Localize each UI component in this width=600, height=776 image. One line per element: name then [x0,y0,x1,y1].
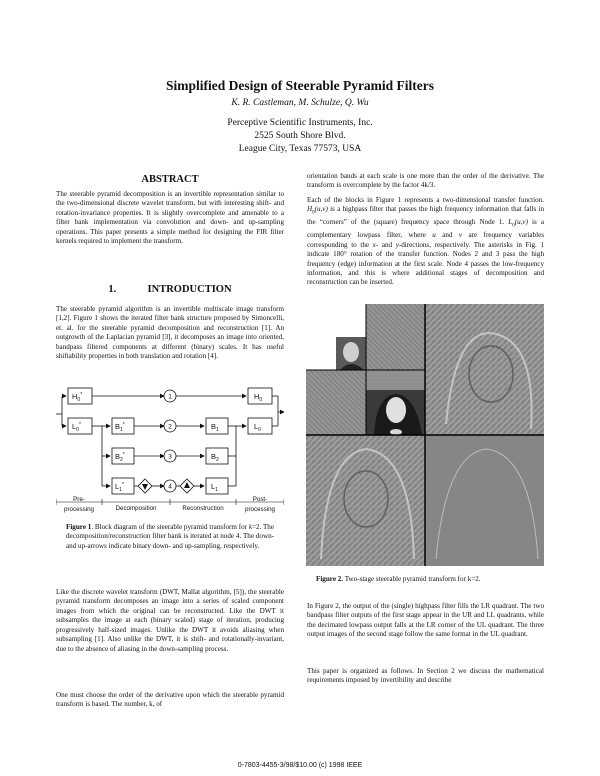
l0-star-label: $L_0^*$ [72,422,81,433]
intro-title: INTRODUCTION [147,284,232,295]
l1-star-label: $L_1^*$ [115,482,124,493]
node-4-label: 4 [168,483,172,491]
right-paragraph-2: Each of the blocks in Figure 1 represents a two-dimensional transfer function. $H_0(u,v)$ is a highpass filter that passes the high frequency information that falls in the “corners” of the (square) frequency space through Node 1. $L_0(u,v)$ is a complementary lowpass filter, where u and v are frequency variables corresponding to the x- and y-directions, respectively. The asterisks in Fig. 1 indicate 180° rotation of the transfer function. Nodes 2 and 3 pass the high frequency (edge) information at the first scale. Node 4 passes the low-frequency information, and this is where additional stages of decomposition and reconstruction can be inserted. [307,196,544,287]
b1-label: $B_1$ [211,422,219,433]
authors: K. R. Castleman, M. Schulze, Q. Wu [231,98,369,108]
figure-2-caption: Figure 2. Two-stage steerable pyramid transform for k=2. [316,575,481,583]
post-label-1: Post- [252,496,268,503]
reconstruction-label: Reconstruction [182,505,224,512]
lowpass-image-neck [390,429,402,435]
decomposition-label: Decomposition [115,505,157,512]
footer-copyright: 0-7803-4455-3/98/$10.00 (c) 1998 IEEE [237,762,363,769]
b1-star-label: $B_1^*$ [115,422,125,433]
l0-label: $L_0$ [254,422,261,433]
second-stage-ll [306,370,366,435]
lowpass-image-face [386,397,406,423]
intro-heading [56,284,284,295]
intro-paragraph-1: The steerable pyramid algorithm is an invertible multiscale image transform [1,2]. Figure 1 shows the iterated filter bank structure proposed by Simoncelli, et. al. for the steerable pyramid decomposition and reconstruction [1]. An outgrowth of the Laplacian pyramid [3], it decomposes an image into oriented, bandpass filtered components at different (binary) scales. It has useful shiftability properties in both translation and rotation [4]. [56,305,284,361]
paper-title: Simplified Design of Steerable Pyramid Filters [165,78,435,93]
figure-1-caption: Figure 1. Block diagram of the steerable pyramid transform for k=2. The decomposition/reconstruction filter bank is iterated at node 4. The down- and up-arrows indicate binary down- and up-sampling, respectively. [66,523,274,550]
node-2-label: 2 [168,423,172,431]
right-paragraph-4: This paper is organized as follows. In Section 2 we discuss the mathematical requirements imposed by invertibility and describe [307,667,544,685]
affiliation-line: Perceptive Scientific Instruments, Inc. [227,118,373,128]
affiliation-line: League City, Texas 77573, USA [238,144,362,154]
abstract-heading: ABSTRACT [141,174,199,185]
right-paragraph-3: In Figure 2, the output of the (single) highpass filter fills the LR quadrant. The two bandpass filter outputs of the first stage appear in the UR and LL quadrants, while the decimated lowpass output falls at the LR corner of the UL quadrant. The three output images of the second stage follow the same format in the UL quadrant. [307,602,544,639]
intro-number: 1. [108,284,117,295]
h0-star-label: $H_0^*$ [72,392,83,403]
intro-paragraph-2: Like the discrete wavelet transform (DWT, Mallat algorithm, [5]), the steerable pyramid transform decomposes an image into a series of scaled component images from which the original can be reconstructed. Like the DWT it subsamples the image at each (binary scaled) stage of iteration, producing progressively half-sized images. Unlike the DWT it avoids aliasing when subsampling [1]. Also unlike the DWT, it is shift- and rotationally-invariant, due to the absence of aliasing in the down-sampling process. [56,588,284,653]
h0-label: $H_0$ [254,392,263,403]
figure-2-pyramid-image [306,304,544,566]
abstract-text: The steerable pyramid decomposition is an invertible representation similar to the two-dimensional discrete wavelet transform, but with interesting shift- and rotation-invariance properties. It is slightly overcomplete and amenable to a filter bank implementation via convolution and down- and up-sampling operations. This paper presents a simple method for designing the FIR filter kernels required to implement the transform. [56,190,284,246]
highpass-texture [425,435,544,566]
intro-paragraph-3: One must choose the order of the derivative upon which the steerable pyramid transform is based. The number, k, of [56,691,284,709]
b2-label: $B_2$ [211,452,219,463]
node-3-label: 3 [168,453,172,461]
node-1-label: 1 [168,393,172,401]
affiliation [0,117,600,156]
thumbnail-face [343,342,359,362]
pre-label-1: Pre- [73,496,85,503]
pre-label-2: processing [64,506,94,513]
b2-star-label: $B_2^*$ [115,452,125,463]
right-paragraph-1: orientation bands at each scale is one more than the order of the derivative. The transform is overcomplete by the factor 4k/3. [307,172,544,190]
l1-label: $L_1$ [211,482,218,493]
post-label-2: processing [245,506,275,513]
figure-1-diagram [56,382,284,516]
affiliation-line: 2525 South Shore Blvd. [254,131,346,141]
second-stage-ur [366,304,425,370]
